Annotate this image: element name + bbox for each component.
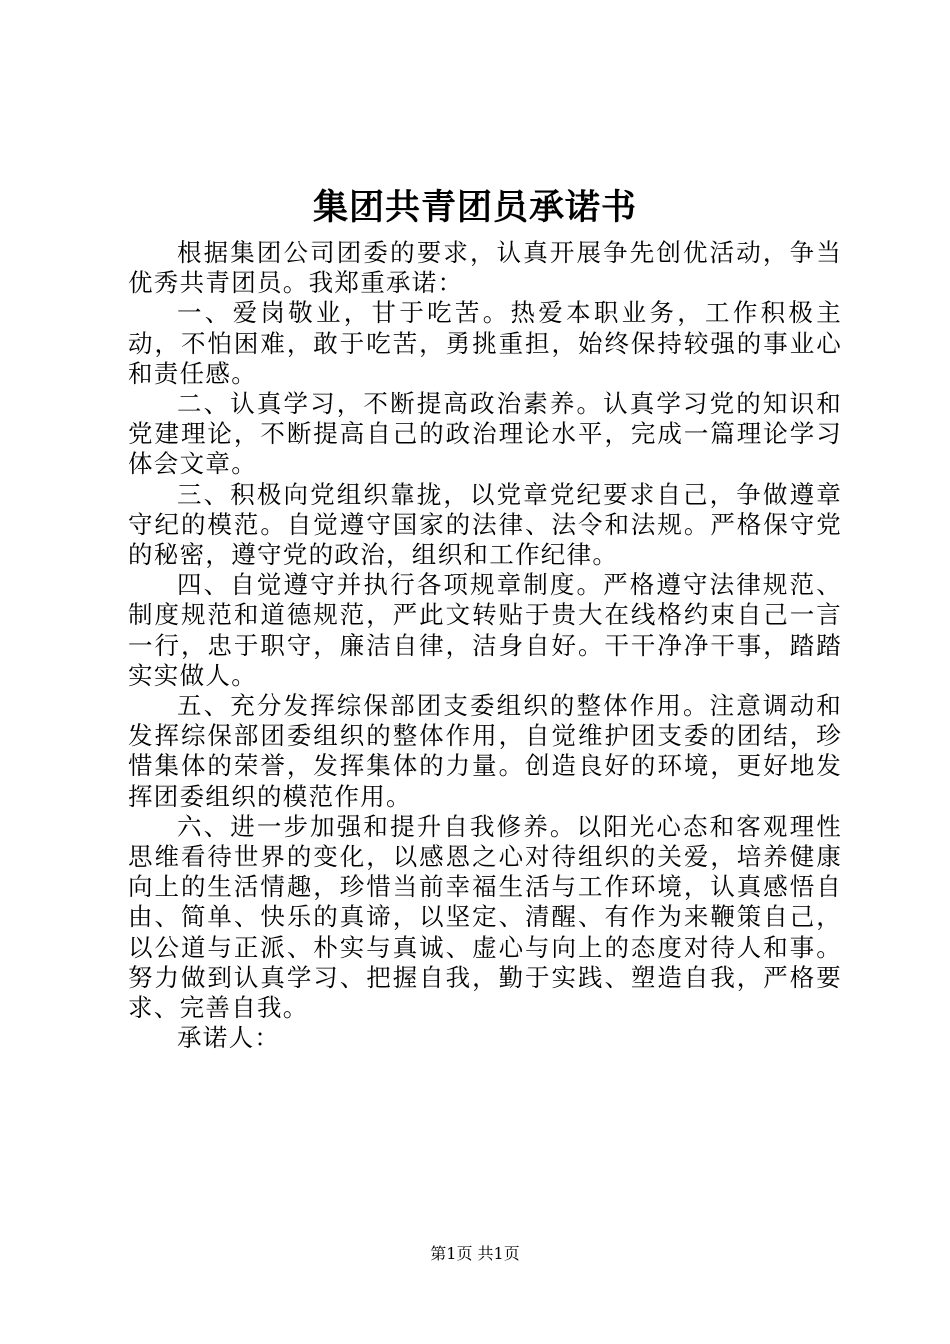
signature-line: 承诺人：: [177, 1023, 281, 1053]
pledge-item-5: 五、充分发挥综保部团支委组织的整体作用。注意调动和发挥综保部团委组织的整体作用，自觉维护团支委的团结，珍惜集体的荣誉，发挥集体的力量。创造良好的环境，更好地发挥团委组织的模范作用。: [128, 691, 842, 811]
document-title: 集团共青团员承诺书: [312, 187, 637, 228]
page-footer: 第1页 共1页: [430, 1244, 520, 1263]
pledge-item-3: 三、积极向党组织靠拢，以党章党纪要求自己，争做遵章守纪的模范。自觉遵守国家的法律、法令和法规。严格保守党的秘密，遵守党的政治，组织和工作纪律。: [128, 479, 842, 570]
intro-paragraph: 根据集团公司团委的要求，认真开展争先创优活动，争当优秀共青团员。我郑重承诺：: [128, 238, 842, 298]
pledge-item-1: 一、爱岗敬业，甘于吃苦。热爱本职业务，工作积极主动，不怕困难，敢于吃苦，勇挑重担，始终保持较强的事业心和责任感。: [128, 298, 842, 388]
pledge-item-4: 四、自觉遵守并执行各项规章制度。严格遵守法律规范、制度规范和道德规范，严此文转贴于贵大在线格约束自己一言一行，忠于职守，廉洁自律，洁身自好。干干净净干事，踏踏实实做人。: [128, 570, 842, 690]
document-body: [128, 238, 842, 1053]
pledge-item-2: 二、认真学习，不断提高政治素养。认真学习党的知识和党建理论，不断提高自己的政治理论水平，完成一篇理论学习体会文章。: [128, 389, 842, 479]
pledge-item-6: 六、进一步加强和提升自我修养。以阳光心态和客观理性思维看待世界的变化，以感恩之心对待组织的关爱，培养健康向上的生活情趣，珍惜当前幸福生活与工作环境，认真感悟自由、简单、快乐的真谛，以坚定、清醒、有作为来鞭策自己，以公道与正派、朴实与真诚、虚心与向上的态度对待人和事。努力做到认真学习、把握自我，勤于实践、塑造自我，严格要求、完善自我。: [128, 811, 842, 1023]
